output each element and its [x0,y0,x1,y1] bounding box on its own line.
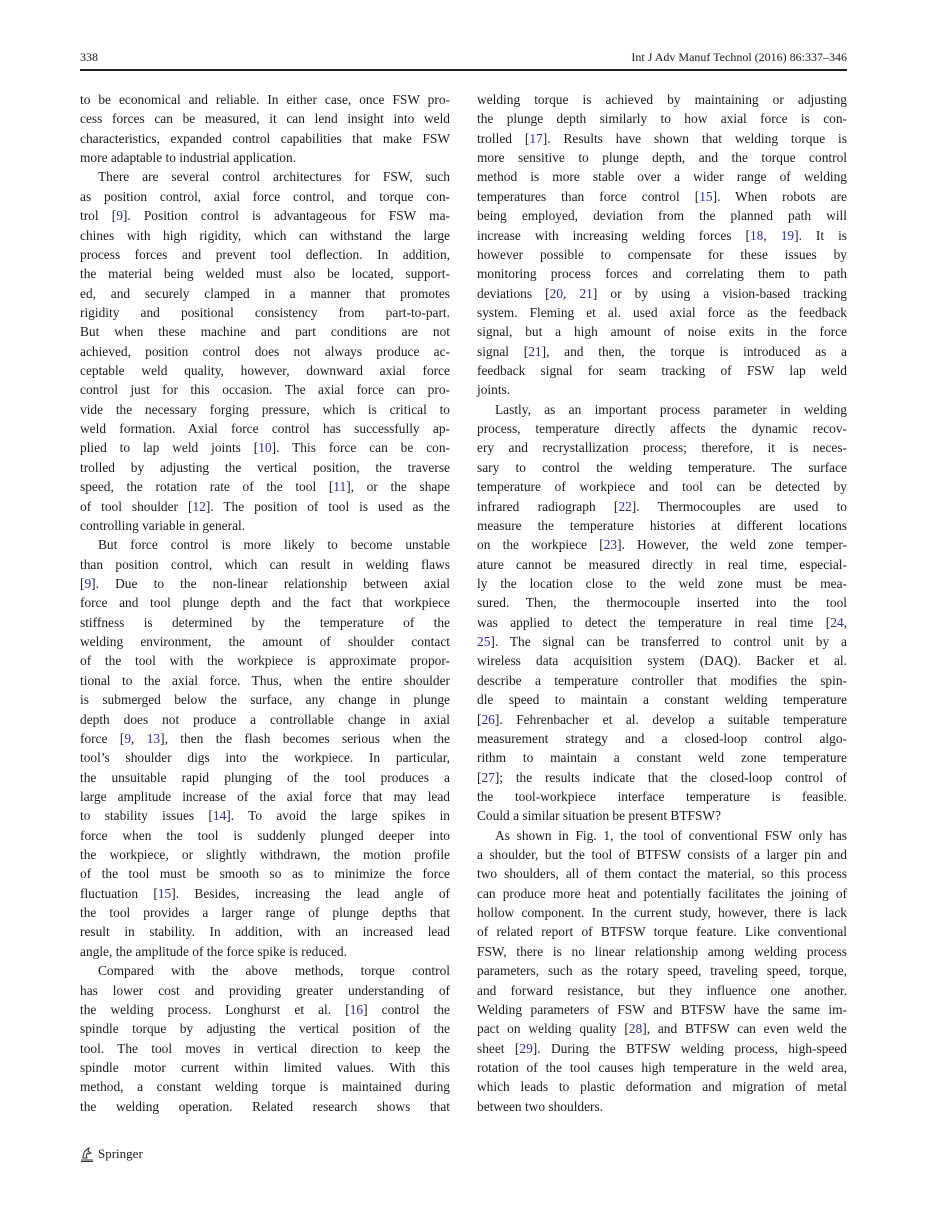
text-line: [27]; the results indicate that the closed-loop control of [477,769,847,785]
text-line: Could a similar situation be present BTFSW? [477,808,721,824]
citation-link[interactable]: 9 [124,730,132,746]
citation-link[interactable]: 12 [192,498,206,514]
text-line: [26]. Fehrenbacher et al. develop a suitable temperature [477,711,847,727]
text-line: spindle motor current within limited values. With this [80,1059,450,1075]
citation-link[interactable]: 16 [349,1001,364,1017]
text-line: achieved, position control does not always produce ac- [80,343,450,359]
text-line: parameters, such as the rotary speed, traveling speed, torque, [477,963,847,979]
text-line: rithm to maintain a constant weld zone temperature [477,750,847,766]
text-line: measure the temperature histories at different locations [477,517,847,533]
text-line: ceptable weld quality, however, downward axial force [80,363,450,379]
text-line: But force control is more likely to become unstable [98,537,450,553]
citation-link[interactable]: 21 [528,343,542,359]
text-line: process, temperature directly affects the dynamic recov- [477,421,847,437]
text-line: welding torque is achieved by maintaining or adjusting [477,92,847,107]
citation-link[interactable]: 17 [529,130,543,146]
text-line: to be economical and reliable. In either case, once FSW pro- [80,92,450,107]
text-line: between two shoulders. [477,1098,604,1114]
page-number: 338 [80,50,98,64]
text-line: deviations [20, 21] or by using a vision-based tracking [477,285,848,301]
text-line: feedback signal for seam tracking of FSW lap weld [477,363,847,379]
text-line: Compared with the above methods, torque control [98,963,450,979]
text-line: of related report of BTFSW torque feature. Like conventional [477,924,847,940]
text-line: trolled [17]. Results have shown that welding torque is [477,130,847,146]
publisher-name: Springer [98,1146,143,1161]
citation-link[interactable]: 14 [212,808,227,824]
header-rule [80,69,847,71]
text-line: cess forces can be measured, it can lend insight into weld [80,111,450,127]
text-line: describe a temperature controller that modifies the spin- [477,672,847,688]
text-line: FSW, there is no linear relationship among welding process [477,943,847,959]
text-line: chines with high rigidity, which can withstand the large [80,227,450,243]
citation-link[interactable]: 25 [477,634,491,650]
citation-link[interactable]: 18 [749,227,764,243]
text-line: ature cannot be measured directly in real time, especial- [477,556,847,572]
text-line: more adaptable to industrial application. [80,150,297,166]
springer-logo-icon [80,1146,94,1162]
text-line: stiffness is determined by the temperature of the [80,614,450,630]
text-line: infrared radiograph [22]. Thermocouples are used to [477,498,847,514]
text-line: being employed, deviation from the planned path will [477,208,847,224]
text-line: [9]. Due to the non-linear relationship between axial [80,575,450,591]
text-line: As shown in Fig. 1, the tool of conventional FSW only has [495,827,847,843]
text-line: dle speed to maintain a constant welding temperature [477,692,847,708]
text-line: rotation of the tool causes high temperature in the weld area, [477,1059,847,1075]
citation-link[interactable]: 9 [116,208,123,224]
text-line: spindle torque by adjusting the vertical position of the [80,1021,450,1037]
text-line: the welding process. Longhurst et al. [16] control the [80,1001,450,1017]
text-line: can produce more heat and potentially facilitates the joining of [477,885,847,901]
text-line: sheet [29]. During the BTFSW welding process, high-speed [477,1040,847,1056]
text-line: to stability issues [14]. To avoid the large spikes in [80,808,450,824]
text-line: monitoring process forces and correlating them to path [477,266,847,282]
text-line: is submerged below the surface, any change in plunge [80,692,450,708]
citation-link[interactable]: 13 [146,730,161,746]
text-line: on the workpiece [23]. However, the weld zone temper- [477,537,848,553]
text-line: sured. Then, the thermocouple inserted into the tool [477,595,847,611]
citation-link[interactable]: 23 [603,537,618,553]
text-line: depth does not produce a controllable change in axial [80,711,450,727]
text-line: however possible to compensate for these issues by [477,246,847,262]
text-line: the material being welded must also be located, support- [80,266,450,282]
text-line: the unsuitable rapid plunging of the tool produces a [80,769,450,785]
text-line: of the tool must be smooth so as to minimize the force [80,866,450,882]
text-line: weld formation. Axial force control has successfully ap- [80,421,450,437]
text-line: speed, the rotation rate of the tool [11], or the shape [80,479,450,495]
text-line: ed, and securely clamped in a manner that promotes [80,285,450,301]
text-line: welding environment, the amount of shoulder contact [80,634,450,650]
text-line: of tool shoulder [12]. The position of tool is used as the [80,498,450,514]
text-line: force [9, 13], then the flash becomes serious when the [80,730,450,746]
text-line: sary to control the welding temperature. The surface [477,459,847,475]
text-line: temperature of workpiece and tool can be detected by [477,479,847,495]
text-line: and forward resistance, but they influence one another. [477,982,847,998]
text-line: Welding parameters of FSW and BTFSW have the same im- [477,1001,847,1017]
text-line: two shoulders, all of them contact the material, so this process [477,866,847,882]
citation-link[interactable]: 10 [258,440,272,456]
text-line: as position control, axial force control, and torque con- [80,188,450,204]
text-line: Lastly, as an important process parameter in welding [495,401,847,417]
citation-link[interactable]: 21 [579,285,593,301]
text-line: large amplitude increase of the axial force that may lead [80,788,450,804]
text-line: angle, the amplitude of the force spike is reduced. [80,943,347,959]
citation-link[interactable]: 29 [519,1040,533,1056]
paragraph [477,400,847,826]
citation-link[interactable]: 15 [699,188,713,204]
text-line: 25]. The signal can be transferred to control unit by a [477,634,847,650]
text-line: controlling variable in general. [80,517,246,533]
text-line: the tool-workpiece interface temperature is feasible. [477,788,847,804]
text-line: temperatures than force control [15]. When robots are [477,188,847,204]
publisher-footer [80,1146,143,1162]
left-column [80,90,450,1116]
text-line: more sensitive to plunge depth, and the torque control [477,150,847,166]
text-line: signal, but a high amount of noise exits in the force [477,324,847,340]
text-line: tool’s shoulder digs into the workpiece. In particular, [80,750,450,766]
text-line: force when the tool is suddenly plunged deeper into [80,827,450,843]
text-line: system. Fleming et al. used axial force as the feedback [477,304,847,320]
text-line: tool. The tool moves in vertical direction to keep the [80,1040,450,1056]
text-line: joints. [477,382,511,398]
text-line: plied to lap weld joints [10]. This force can be con- [80,440,450,456]
text-line: the tool provides a larger range of plunge depths that [80,905,450,921]
citation-link[interactable]: 9 [84,575,92,591]
text-line: which leads to plastic deformation and migration of metal [477,1079,847,1095]
text-line: was applied to detect the temperature in real time [24, [477,614,847,630]
text-line: tional to the axial force. Thus, when the entire shoulder [80,672,450,688]
paragraph [80,961,450,1116]
citation-link[interactable]: 27 [481,769,495,785]
text-line: pact on welding quality [28], and BTFSW can even weld the [477,1021,848,1037]
text-line: But when these machine and part conditions are not [80,324,450,340]
citation-link[interactable]: 11 [333,479,347,495]
journal-citation: Int J Adv Manuf Technol (2016) 86:337–346 [631,50,847,64]
text-line: rigidity and positional consistency from part-to-part. [80,304,450,320]
citation-link[interactable]: 28 [628,1021,643,1037]
paragraph [477,826,847,1116]
citation-link[interactable]: 22 [618,498,632,514]
text-line: has lower cost and providing greater understanding of [80,982,450,998]
text-line: increase with increasing welding forces [18, 19]. It is [477,227,847,243]
text-line: wireless data acquisition system (DAQ). Backer et al. [477,653,847,669]
text-line: signal [21], and then, the torque is introduced as a [477,343,847,359]
text-line: force and tool plunge depth and the fact that workpiece [80,595,450,611]
text-line: process forces and prevent tool deflection. In addition, [80,246,450,262]
paragraph [80,535,450,961]
text-line: ery and recrystallization process; therefore, it is neces- [477,440,847,456]
text-line: trolled by adjusting the vertical position, the traverse [80,459,450,475]
paragraph [477,90,847,400]
text-line: hollow component. In the current study, however, there is lack [477,905,847,921]
paragraph [80,90,450,167]
text-line: the plunge depth similarly to how axial force is con- [477,111,847,127]
text-line: vide the necessary forging pressure, which is critical to [80,401,450,417]
text-line: measurement strategy and a closed-loop control algo- [477,730,847,746]
text-line: fluctuation [15]. Besides, increasing the lead angle of [80,885,451,901]
citation-link[interactable]: 15 [157,885,172,901]
paragraph [80,167,450,535]
citation-link[interactable]: 26 [481,711,495,727]
right-column [477,90,847,1116]
text-line: the workpiece, or slightly withdrawn, the motion profile [80,847,450,863]
text-line: method is more stable over a wider range of welding [477,169,847,185]
citation-link[interactable]: 24 [830,614,844,630]
text-line: characteristics, expanded control capabilities that make FSW [80,130,450,146]
text-line: result in stability. In addition, with an increased lead [80,924,450,940]
text-line: trol [9]. Position control is advantageous for FSW ma- [80,208,450,224]
text-line: of the tool with the workpiece is approximate propor- [80,653,450,669]
citation-link[interactable]: 20 [549,285,564,301]
text-line: a shoulder, but the tool of BTFSW consists of a larger pin and [477,847,847,863]
text-line: ly the location close to the weld zone must be mea- [477,575,847,591]
text-line: There are several control architectures for FSW, such [98,169,450,185]
citation-link[interactable]: 19 [780,227,795,243]
text-line: method, a constant welding torque is maintained during [80,1079,450,1095]
text-line: the welding operation. Related research shows that [80,1098,450,1114]
text-line: control just for this occasion. The axial force can pro- [80,382,450,398]
text-line: than position control, which can result in welding flaws [80,556,450,572]
